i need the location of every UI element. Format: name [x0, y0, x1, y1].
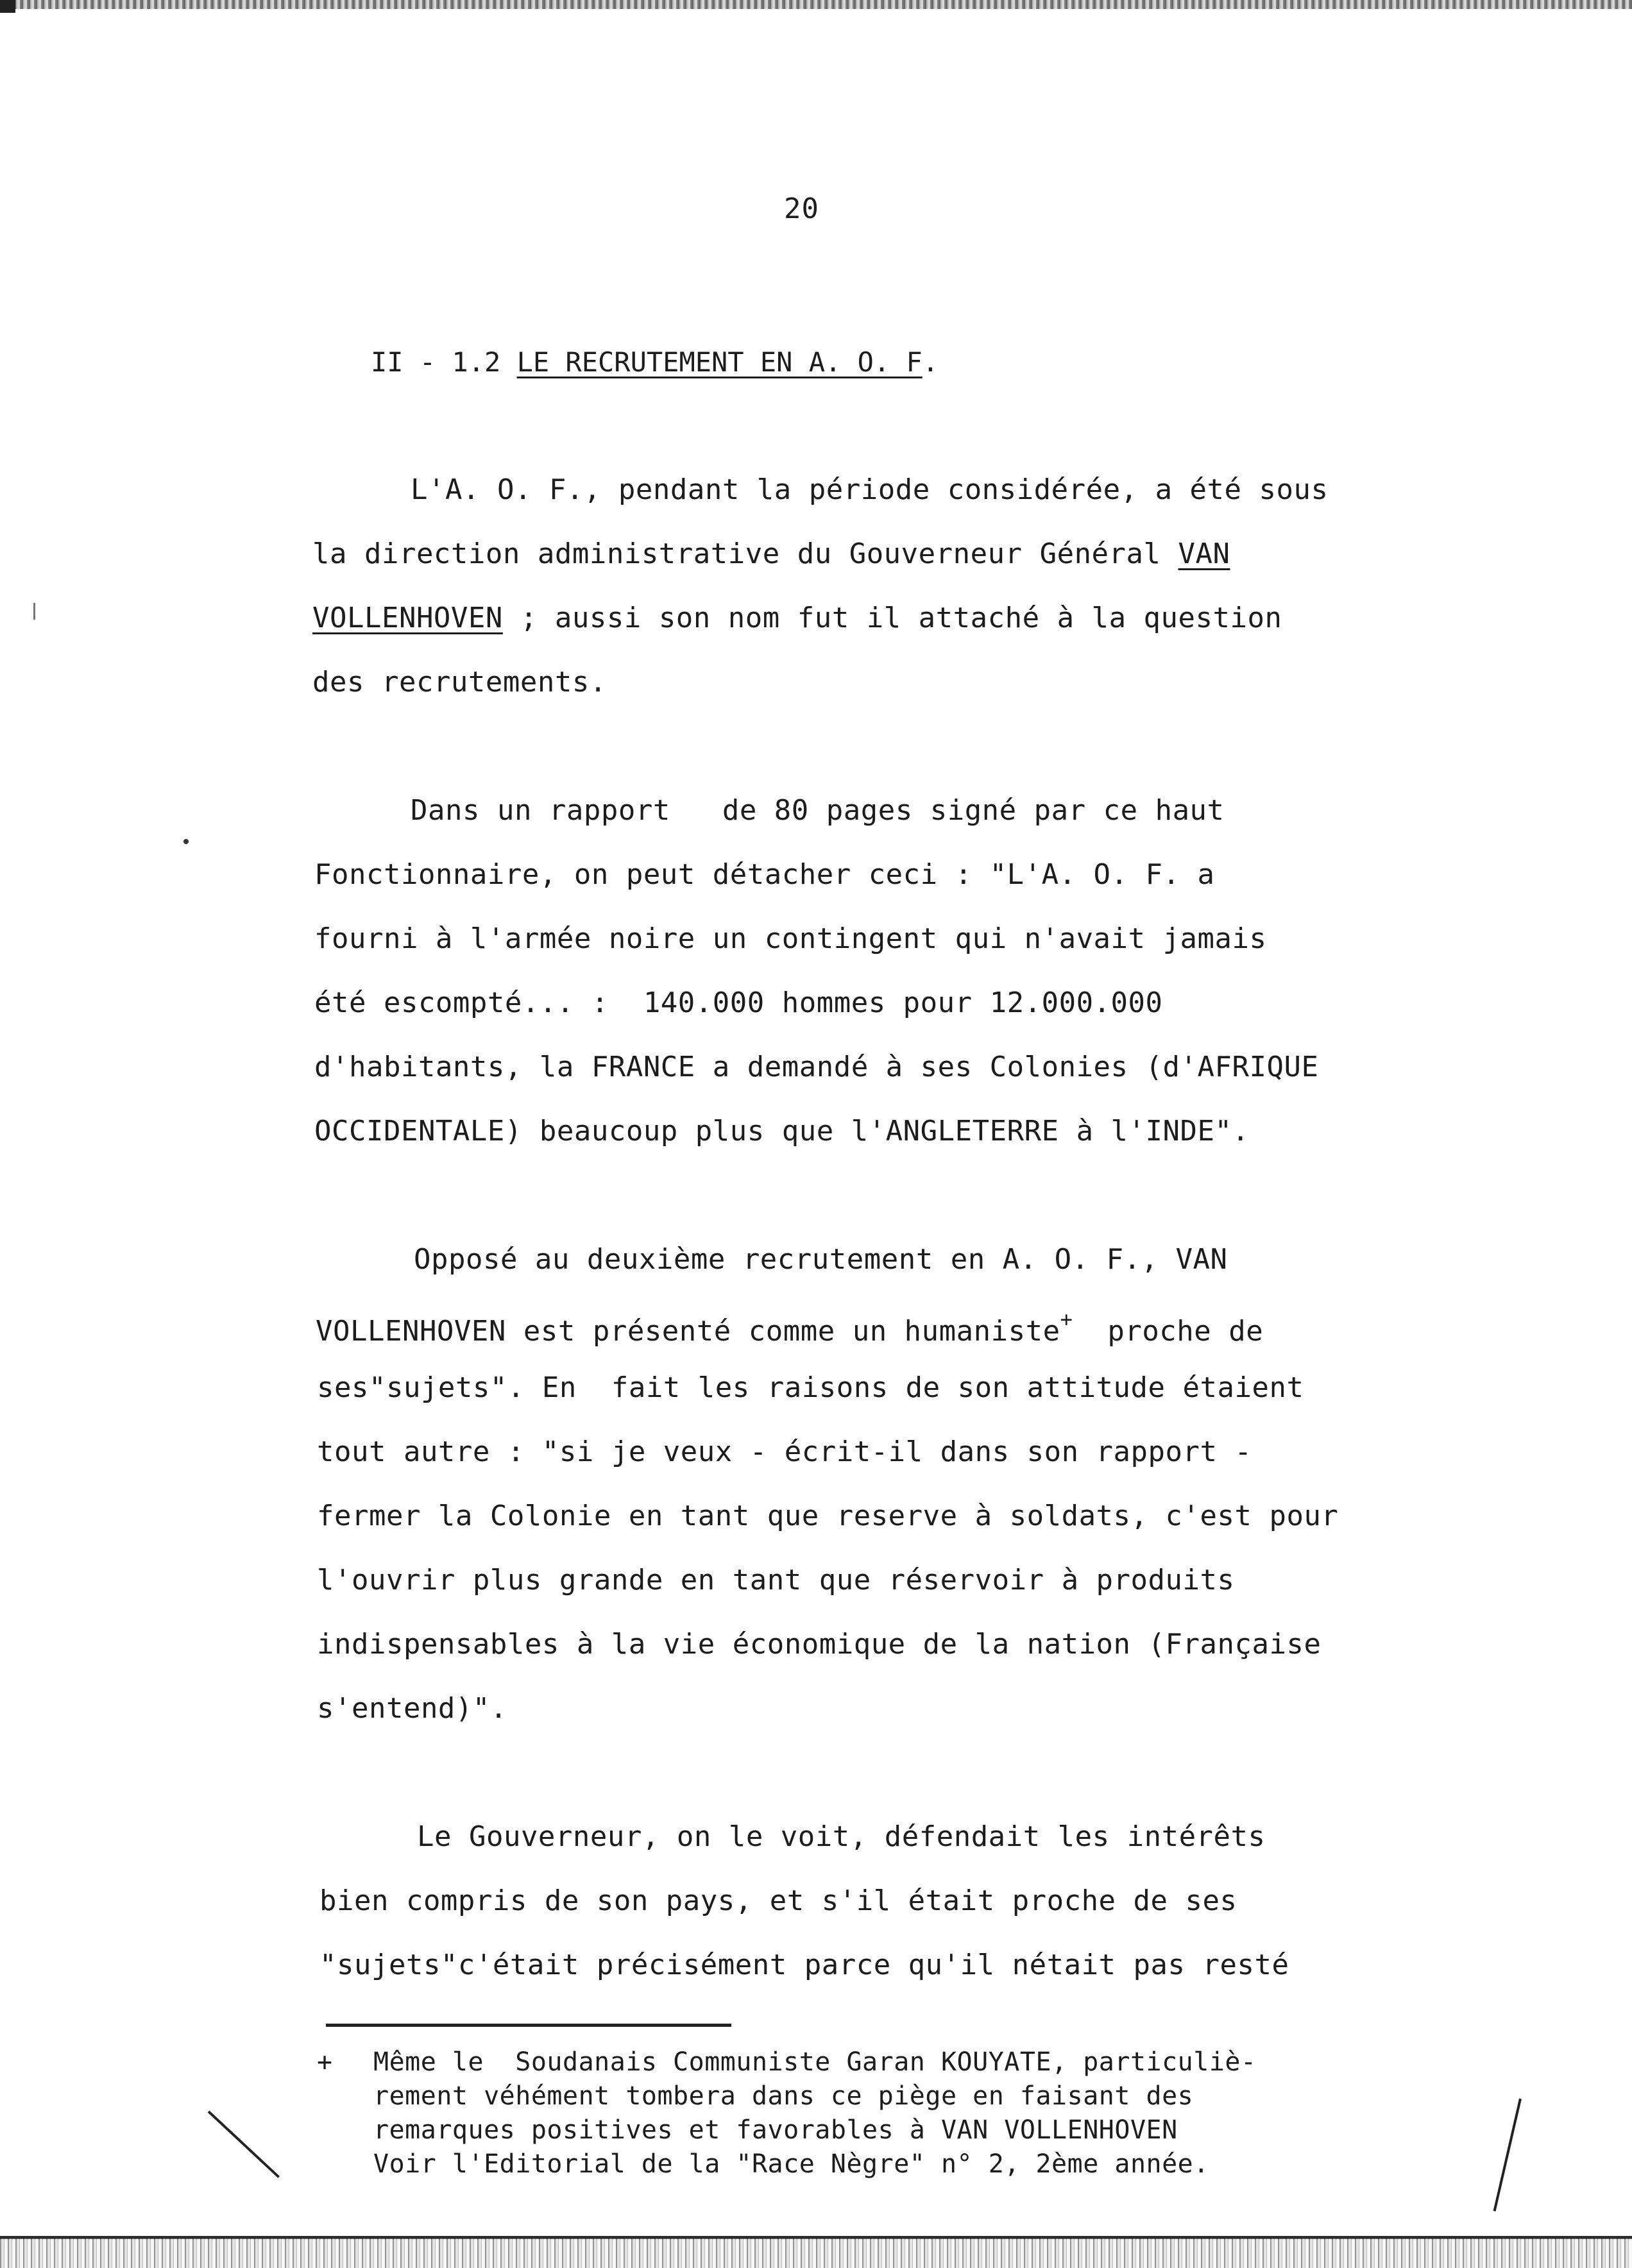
scan-speck — [33, 603, 35, 620]
footnote-line-4: Voir l'Editorial de la "Race Nègre" n° 2, 2ème année. — [373, 2149, 1209, 2179]
section-heading — [371, 346, 939, 378]
pen-stroke-left — [208, 2111, 280, 2178]
underlined-name-van: VAN — [1178, 537, 1230, 570]
section-title-period: . — [922, 346, 939, 378]
paragraph-1-line-4: des recrutements. — [312, 666, 607, 698]
paragraph-2-line-3: fourni à l'armée noire un contingent qui n'avait jamais — [314, 922, 1267, 955]
paragraph-4-line-1: Le Gouverneur, on le voit, défendait les intérêts — [417, 1820, 1266, 1853]
paragraph-1-line-3 — [312, 602, 1282, 634]
paragraph-3-line-3: ses"sujets". En fait les raisons de son attitude étaient — [317, 1371, 1304, 1404]
page-number: 20 — [784, 192, 819, 225]
paragraph-2-line-5: d'habitants, la FRANCE a demandé à ses Colonies (d'AFRIQUE — [314, 1051, 1319, 1083]
pen-stroke-right — [1493, 2099, 1522, 2212]
paragraph-1-line-2-text: la direction administrative du Gouverneur Général — [312, 537, 1178, 570]
paragraph-1-line-1: L'A. O. F., pendant la période considérée, a été sous — [411, 473, 1329, 506]
paragraph-4-line-3: "sujets"c'était précisément parce qu'il nétait pas resté — [319, 1949, 1289, 1981]
underlined-name-vollenhoven: VOLLENHOVEN — [312, 602, 503, 634]
section-number: II - 1.2 — [371, 346, 517, 378]
ink-dot — [183, 839, 189, 844]
footnote-line-2: rement véhément tombera dans ce piège en faisant des — [373, 2081, 1194, 2111]
paragraph-3-line-5: fermer la Colonie en tant que reserve à soldats, c'est pour — [317, 1500, 1339, 1532]
paragraph-2-line-1: Dans un rapport de 80 pages signé par ce haut — [411, 794, 1225, 827]
paragraph-2-line-2: Fonctionnaire, on peut détacher ceci : "L'A. O. F. a — [314, 858, 1215, 891]
footnote-marker: + — [317, 2047, 333, 2077]
paragraph-3-line-1: Opposé au deuxième recrutement en A. O. F., VAN — [414, 1243, 1228, 1276]
paragraph-3-line-2-text: VOLLENHOVEN est présenté comme un humaniste — [316, 1315, 1060, 1348]
paragraph-1-line-3-text: ; aussi son nom fut il attaché à la question — [502, 602, 1282, 634]
footnote-line-3: remarques positives et favorables à VAN VOLLENHOVEN — [373, 2115, 1178, 2145]
paragraph-1-line-2 — [312, 537, 1230, 570]
paragraph-2-line-4: été escompté... : 140.000 hommes pour 12.000.000 — [314, 986, 1163, 1019]
paragraph-3-line-6: l'ouvrir plus grande en tant que réservoir à produits — [317, 1564, 1235, 1596]
paragraph-3-line-4: tout autre : "si je veux - écrit-il dans son rapport - — [317, 1435, 1252, 1468]
scan-artifact-top — [0, 0, 1632, 9]
paragraph-3-line-8: s'entend)". — [317, 1692, 507, 1725]
footnote-separator — [326, 2024, 731, 2027]
paragraph-2-line-6: OCCIDENTALE) beaucoup plus que l'ANGLETERRE à l'INDE". — [314, 1115, 1250, 1147]
footnote-line-1: Même le Soudanais Communiste Garan KOUYATE, particuliè- — [373, 2047, 1257, 2077]
paragraph-3-line-2 — [316, 1307, 1263, 1348]
paragraph-3-line-7: indispensables à la vie économique de la nation (Française — [317, 1628, 1322, 1661]
footnote-reference: + — [1060, 1307, 1073, 1332]
scan-artifact-corner — [0, 0, 15, 13]
paragraph-3-line-2-end: proche de — [1073, 1315, 1264, 1348]
section-title: LE RECRUTEMENT EN A. O. F — [516, 346, 922, 378]
paragraph-4-line-2: bien compris de son pays, et s'il était proche de ses — [319, 1884, 1237, 1917]
scan-artifact-bottom — [0, 2238, 1632, 2268]
